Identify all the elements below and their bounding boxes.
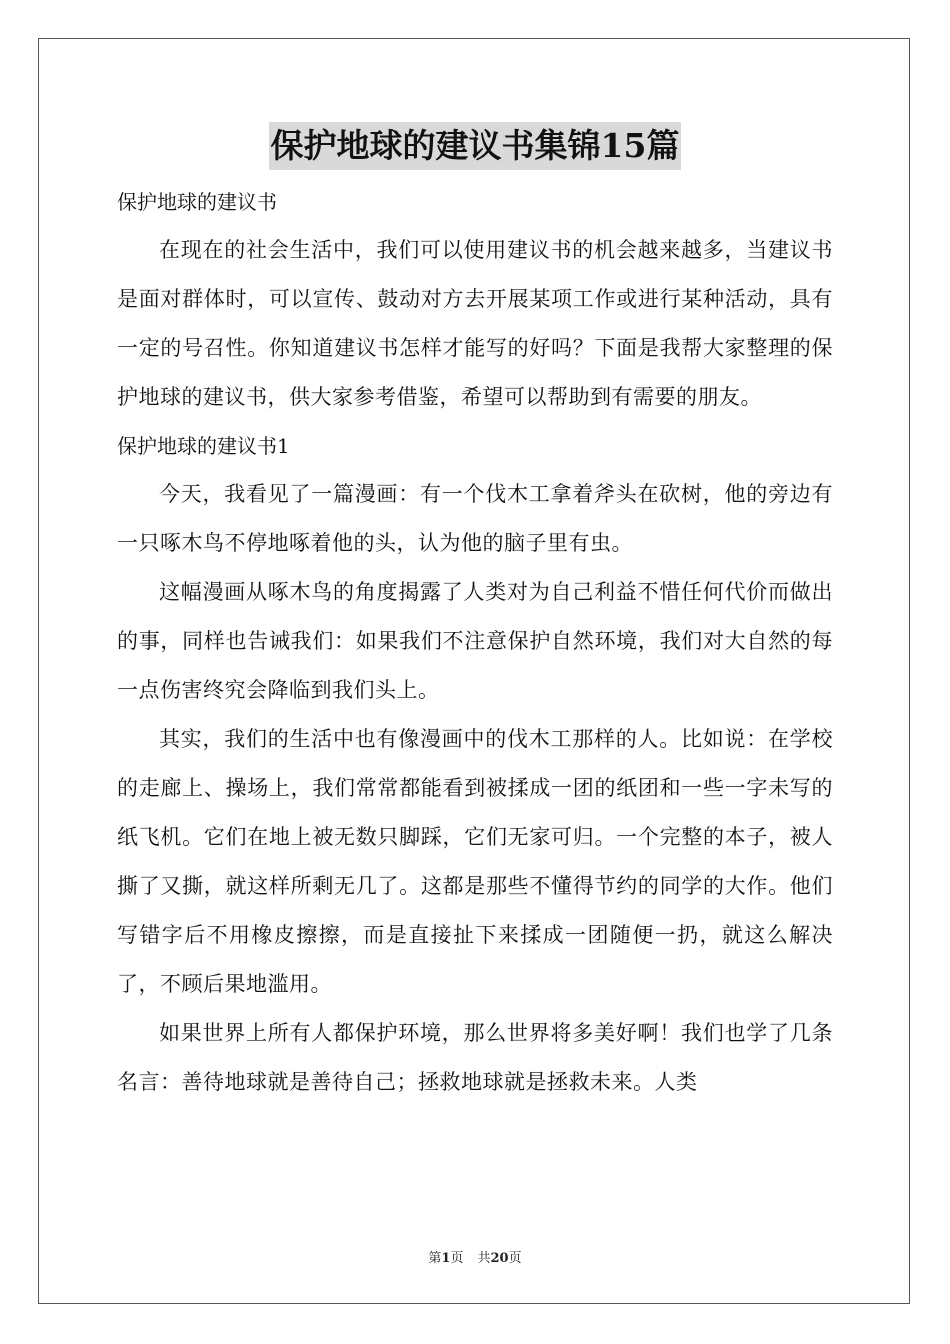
page-suffix: 页	[450, 1251, 464, 1266]
current-page-number: 1	[441, 1251, 451, 1266]
paragraph: 这幅漫画从啄木鸟的角度揭露了人类对为自己利益不惜任何代价而做出的事，同样也告诫我们：如果我们不注意保护自然环境，我们对大自然的每一点伤害终究会降临到我们头上。	[117, 580, 833, 702]
section-heading: 保护地球的建议书1	[117, 434, 290, 458]
title-area	[0, 122, 950, 170]
paragraph: 其实，我们的生活中也有像漫画中的伐木工那样的人。比如说：在学校的走廊上、操场上，我们常常都能看到被揉成一团的纸团和一些一字未写的纸飞机。它们在地上被无数只脚踩，它们无家可归。一个完整的本子，被人撕了又撕，就这样所剩无几了。这都是那些不懂得节约的同学的大作。他们写错字后不用橡皮擦擦，而是直接扯下来揉成一团随便一扔，就这么解决了，不顾后果地滥用。	[117, 727, 833, 996]
paragraph: 今天，我看见了一篇漫画：有一个伐木工拿着斧头在砍树，他的旁边有一只啄木鸟不停地啄着他的头，认为他的脑子里有虫。	[117, 482, 833, 555]
paragraph: 在现在的社会生活中，我们可以使用建议书的机会越来越多，当建议书是面对群体时，可以宣传、鼓动对方去开展某项工作或进行某种活动，具有一定的号召性。你知道建议书怎样才能写的好吗？下面是我帮大家整理的保护地球的建议书，供大家参考借鉴，希望可以帮助到有需要的朋友。	[117, 238, 833, 409]
document-title: 保护地球的建议书集锦15篇	[269, 122, 682, 170]
page-prefix: 第	[428, 1251, 442, 1266]
section-heading: 保护地球的建议书	[117, 190, 277, 214]
document-body	[117, 178, 833, 1107]
page-footer	[0, 1247, 950, 1266]
paragraph: 如果世界上所有人都保护环境，那么世界将多美好啊！我们也学了几条名言：善待地球就是善待自己；拯救地球就是拯救未来。人类	[117, 1021, 833, 1094]
total-suffix: 页	[508, 1251, 522, 1266]
total-prefix: 共	[477, 1251, 491, 1266]
total-page-number: 20	[490, 1251, 509, 1266]
